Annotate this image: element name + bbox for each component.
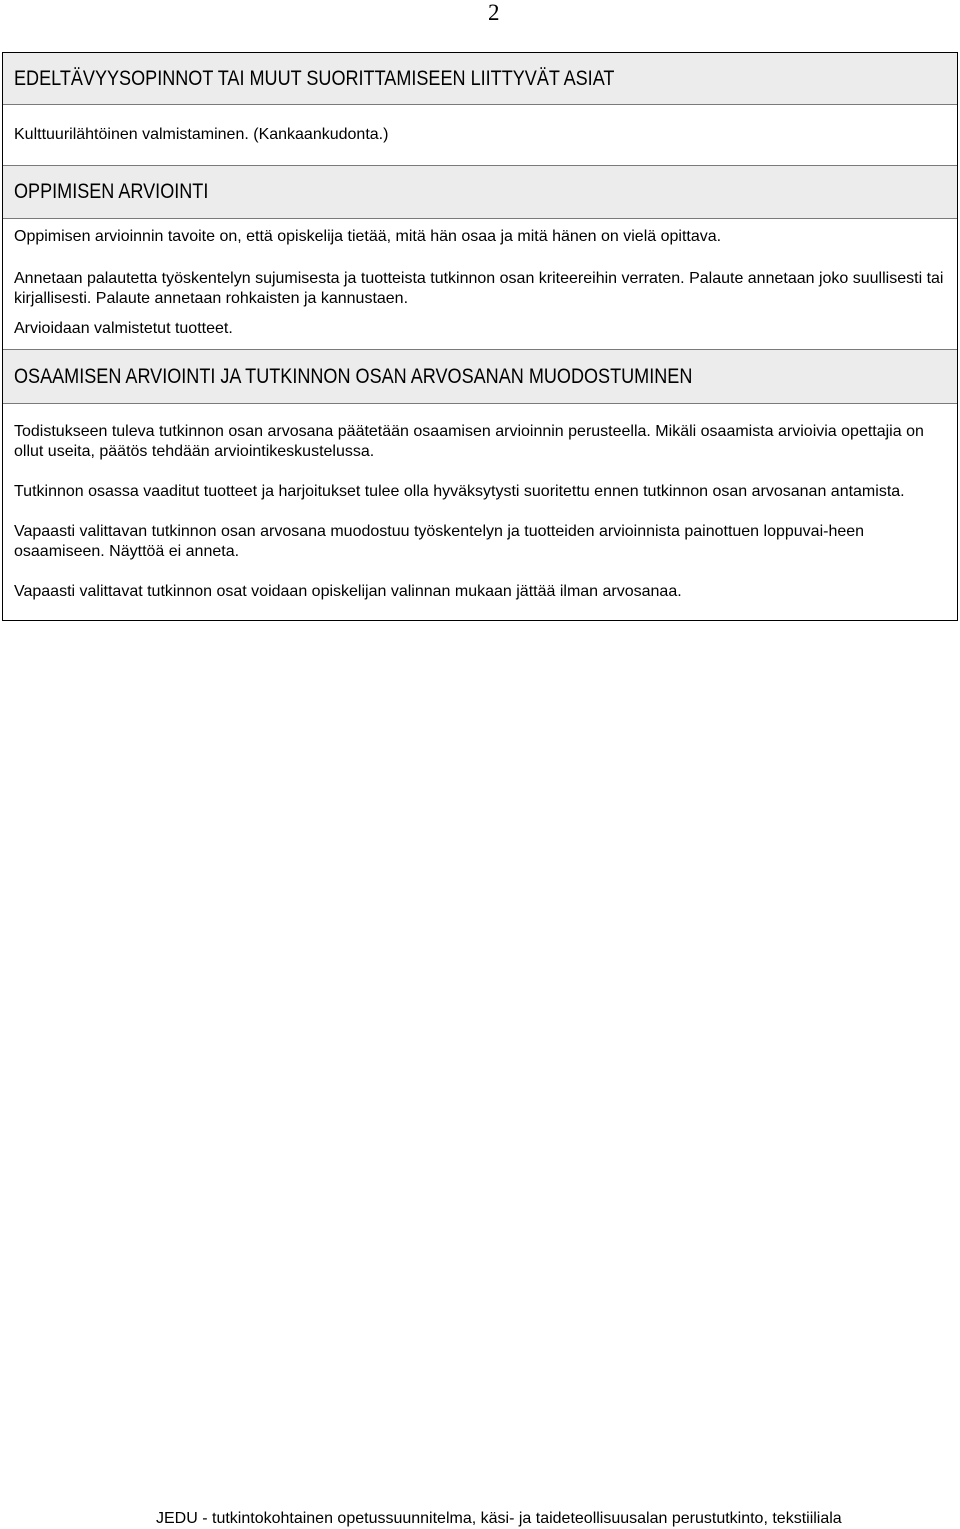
products-text: Arvioidaan valmistetut tuotteet.: [14, 320, 233, 337]
competence-assessment-heading-row: [3, 350, 957, 404]
prerequisites-text: Kulttuurilähtöinen valmistaminen. (Kankaankudonta.): [14, 126, 389, 143]
competence-assessment-heading: OSAAMISEN ARVIOINTI JA TUTKINNON OSAN ARVOSANAN MUODOSTUMINEN: [14, 364, 693, 388]
elective-grade-text: Vapaasti valittavan tutkinnon osan arvosana muodostuu työskentelyn ja tuotteiden arvioinnista painottuen loppuvai-heen osaamiseen. Näyttöä ei anneta.: [14, 523, 865, 560]
assessment-goal-text: Oppimisen arvioinnin tavoite on, että opiskelija tietää, mitä hän osaa ja mitä hänen on vielä opittava.: [14, 228, 722, 245]
required-products-text: Tutkinnon osassa vaaditut tuotteet ja harjoitukset tulee olla hyväksytysti suoritettu ennen tutkinnon osan arvosanan antamista.: [14, 483, 905, 500]
competence-assessment-body-row: [3, 404, 957, 620]
grade-basis-text: Todistukseen tuleva tutkinnon osan arvosana päätetään osaamisen arvioinnin perusteella. Mikäli osaamista arvioivia opettajia on ollut useita, päätös tehdään arviointikeskustelussa.: [14, 423, 924, 460]
learning-assessment-heading: OPPIMISEN ARVIOINTI: [14, 180, 209, 203]
page-number: 2: [488, 0, 500, 25]
elective-no-grade-text: Vapaasti valittavat tutkinnon osat voidaan opiskelijan valinnan mukaan jättää ilman arvosanaa.: [14, 583, 682, 600]
page-footer: JEDU - tutkintokohtainen opetussuunnitelma, käsi- ja taideteollisuusalan perustutkinto, tekstiiliala: [156, 1510, 842, 1527]
prerequisites-heading-row: [3, 53, 957, 105]
feedback-text: Annetaan palautetta työskentelyn sujumisesta ja tuotteista tutkinnon osan kriteereihin verraten. Palaute annetaan joko suullisesti tai kirjallisesti. Palaute annetaan rohkaisten ja kannustaen.: [14, 270, 944, 307]
learning-assessment-body-row: [3, 219, 957, 350]
prerequisites-body-row: [3, 105, 957, 166]
prerequisites-heading: EDELTÄVYYSOPINNOT TAI MUUT SUORITTAMISEEN LIITTYVÄT ASIAT: [14, 66, 615, 90]
learning-assessment-heading-row: [3, 166, 957, 219]
document-table: [2, 52, 958, 621]
